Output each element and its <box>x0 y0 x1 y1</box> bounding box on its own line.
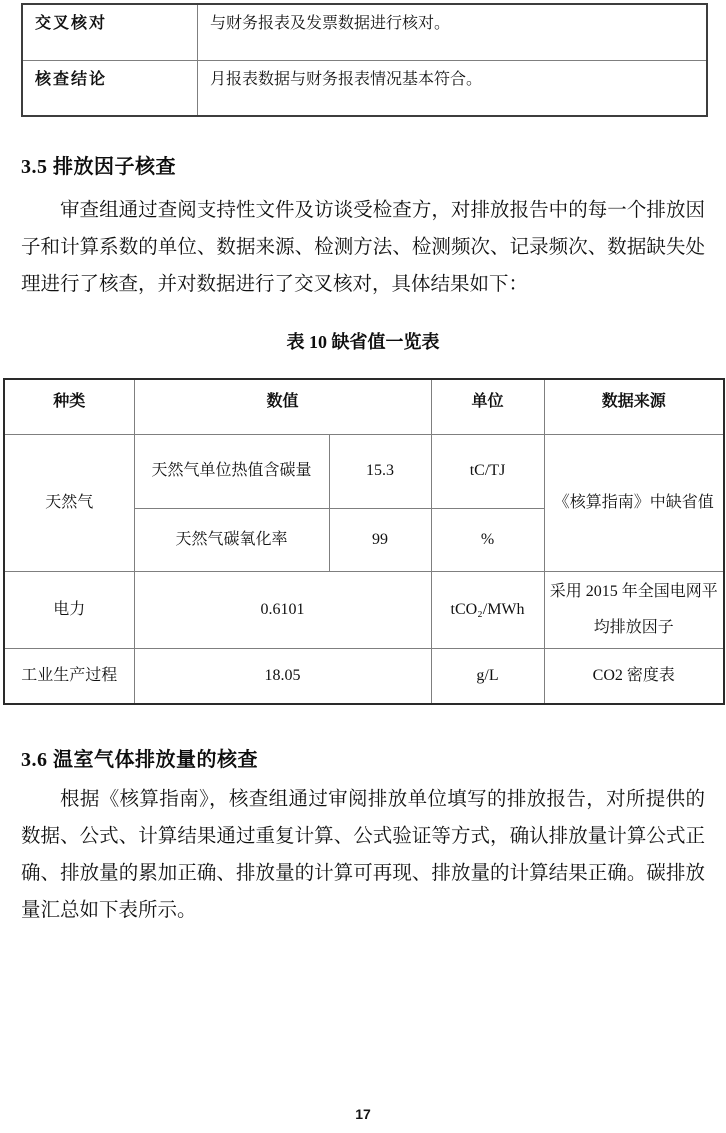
cross-check-label-cell: 交叉核对 <box>22 4 198 60</box>
cross-check-table <box>21 3 708 117</box>
column-header-value: 数值 <box>134 379 431 434</box>
page-number: 17 <box>355 1106 371 1122</box>
cell-natural-gas-carbon-content-name: 天然气单位热值含碳量 <box>134 434 329 508</box>
cell-natural-gas-category: 天然气 <box>4 434 134 571</box>
table-row <box>4 571 724 648</box>
section-3-6-paragraph: 根据《核算指南》，核查组通过审阅排放单位填写的排放报告，对所提供的数据、公式、计算结果通过重复计算、公式验证等方式，确认排放量计算公式正确、排放量的累加正确、排放量的计算可再现、排放量的计算结果正确。碳排放量汇总如下表所示。 <box>21 789 705 921</box>
cell-electricity-value: 0.6101 <box>134 571 431 648</box>
cell-industrial-process-unit: g/L <box>431 648 544 704</box>
table-row <box>4 434 724 508</box>
section-3-5-heading: 3.5 排放因子核查 <box>21 156 176 178</box>
cell-industrial-process-value: 18.05 <box>134 648 431 704</box>
cell-natural-gas-carbon-content-value: 15.3 <box>329 434 431 508</box>
cell-electricity-unit: tCO₂/MWh <box>431 571 544 648</box>
cell-electricity-category: 电力 <box>4 571 134 648</box>
section-3-6-heading: 3.6 温室气体排放量的核查 <box>21 749 258 771</box>
section-3-5-paragraph: 审查组通过查阅支持性文件及访谈受检查方，对排放报告中的每一个排放因子和计算系数的单位、数据来源、检测方法、检测频次、记录频次、数据缺失处理进行了核查，并对数据进行了交叉核对，具体结果如下： <box>21 200 705 295</box>
cell-electricity-source: 采用 2015 年全国电网平均排放因子 <box>544 571 724 648</box>
cell-industrial-process-category: 工业生产过程 <box>4 648 134 704</box>
conclusion-content-cell: 月报表数据与财务报表情况基本符合。 <box>198 60 708 116</box>
cell-natural-gas-source: 《核算指南》中缺省值 <box>544 434 724 571</box>
column-header-unit: 单位 <box>431 379 544 434</box>
conclusion-label-cell: 核查结论 <box>22 60 198 116</box>
table-row <box>22 60 707 116</box>
cell-natural-gas-oxidation-rate-name: 天然气碳氧化率 <box>134 508 329 571</box>
cell-natural-gas-oxidation-rate-value: 99 <box>329 508 431 571</box>
table-10-caption: 表 10 缺省值一览表 <box>286 332 440 352</box>
table-row <box>22 4 707 60</box>
table-row <box>4 648 724 704</box>
cell-industrial-process-source: CO2 密度表 <box>544 648 724 704</box>
cell-natural-gas-oxidation-rate-unit: % <box>431 508 544 571</box>
cross-check-content-cell: 与财务报表及发票数据进行核对。 <box>198 4 708 60</box>
default-values-table <box>3 378 725 705</box>
column-header-source: 数据来源 <box>544 379 724 434</box>
cell-natural-gas-carbon-content-unit: tC/TJ <box>431 434 544 508</box>
column-header-category: 种类 <box>4 379 134 434</box>
table-header-row <box>4 379 724 434</box>
